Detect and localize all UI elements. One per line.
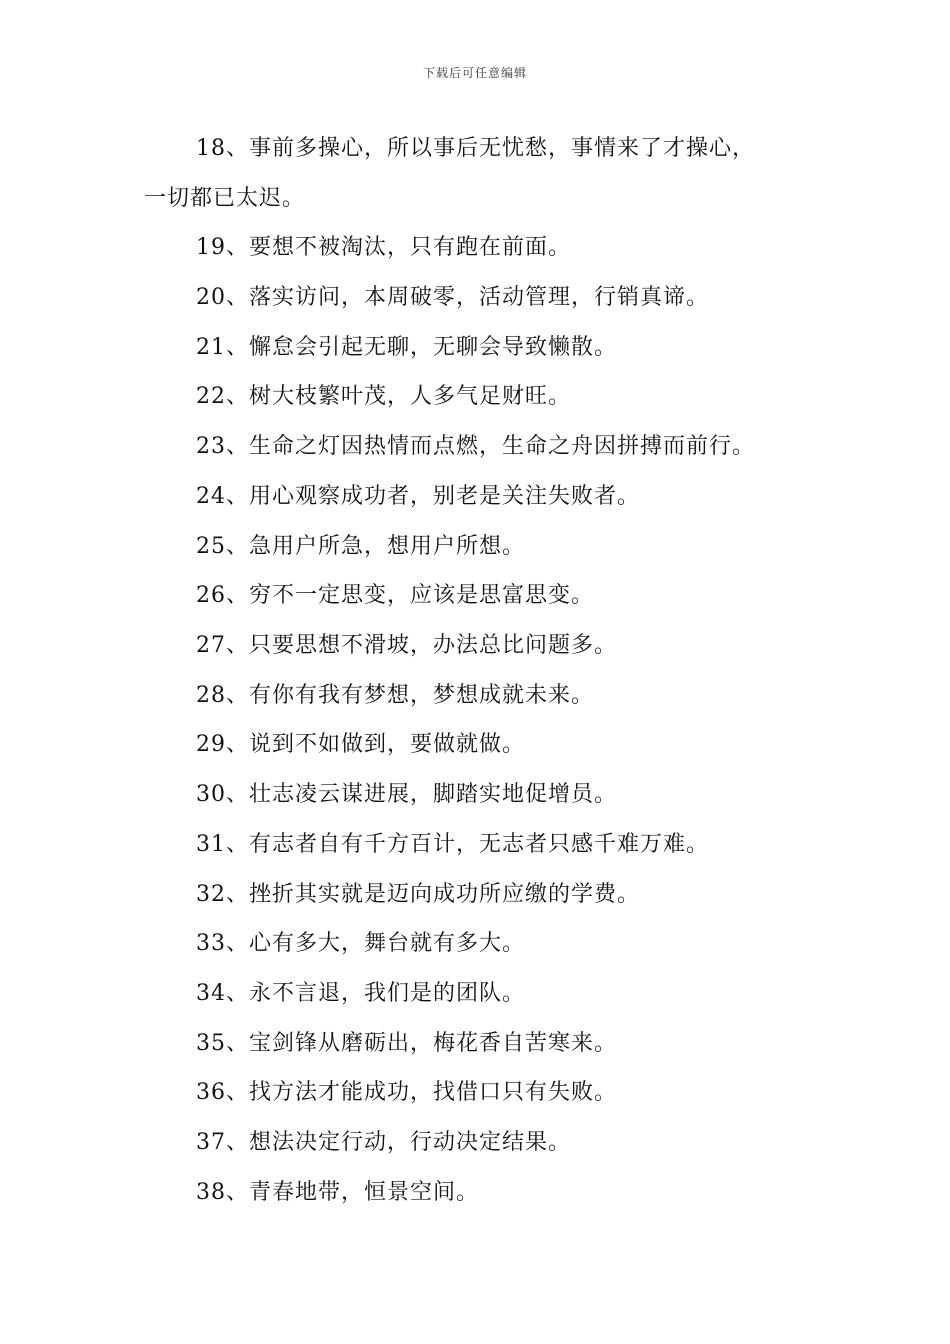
text-line: 一切都已太迟。 [144,186,306,211]
text-line: 31、有志者自有千方百计，无志者只感千难万难。 [196,832,709,857]
page-header: 下载后可任意编辑 [422,66,527,80]
text-line: 28、有你有我有梦想，梦想成就未来。 [196,683,594,708]
text-line: 27、只要思想不滑坡，办法总比问题多。 [196,633,617,658]
text-line: 23、生命之灯因热情而点燃，生命之舟因拼搏而前行。 [196,434,755,459]
text-line: 36、找方法才能成功，找借口只有失败。 [196,1080,617,1105]
text-line: 21、懈怠会引起无聊，无聊会导致懒散。 [196,335,617,360]
text-line: 38、青春地带，恒景空间。 [196,1180,479,1205]
text-line: 33、心有多大，舞台就有多大。 [196,931,525,956]
text-line: 26、穷不一定思变，应该是思富思变。 [196,583,594,608]
text-line: 30、壮志凌云谋进展，脚踏实地促增员。 [196,782,617,807]
text-line: 18、事前多操心，所以事后无忧愁，事情来了才操心， [196,136,755,161]
text-line: 25、急用户所急，想用户所想。 [196,534,525,559]
text-line: 34、永不言退，我们是的团队。 [196,981,525,1006]
text-line: 37、想法决定行动，行动决定结果。 [196,1130,571,1155]
text-line: 29、说到不如做到，要做就做。 [196,732,525,757]
text-line: 22、树大枝繁叶茂，人多气足财旺。 [196,384,571,409]
text-line: 19、要想不被淘汰，只有跑在前面。 [196,235,571,260]
text-line: 35、宝剑锋从磨砺出，梅花香自苦寒来。 [196,1031,617,1056]
text-line: 32、挫折其实就是迈向成功所应缴的学费。 [196,882,640,907]
text-line: 24、用心观察成功者，别老是关注失败者。 [196,484,640,509]
text-line: 20、落实访问，本周破零，活动管理，行销真谛。 [196,285,709,310]
